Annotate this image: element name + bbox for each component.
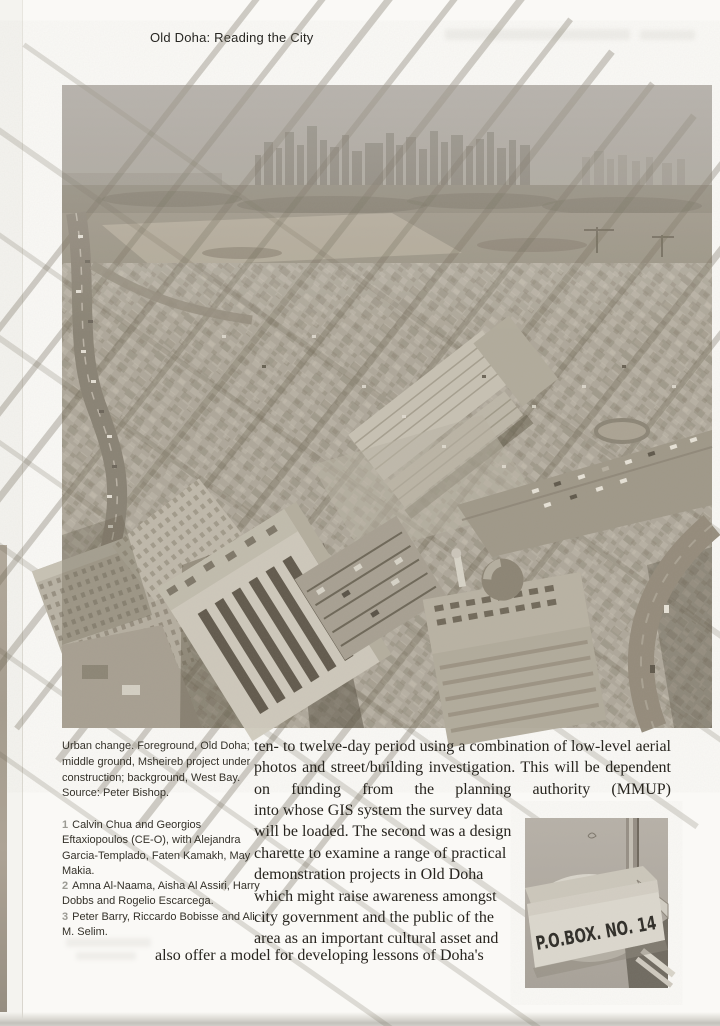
footnote-number: 2 bbox=[62, 880, 69, 893]
footnote-text: Peter Barry, Riccardo Bobisse and Ali M. Selim. bbox=[62, 910, 255, 939]
print-bleed-artifact bbox=[445, 29, 630, 40]
footnote-item bbox=[62, 910, 260, 941]
print-bleed-artifact bbox=[76, 952, 136, 960]
footnotes bbox=[62, 818, 260, 940]
previous-page-edge bbox=[0, 545, 7, 1012]
footnote-item bbox=[62, 818, 260, 879]
footnote-text: Calvin Chua and Georgios Eftaxiopoulos (CE-O), with Alejandra Garcia-Templado, Faten Kamakh, May Makia. bbox=[62, 819, 251, 877]
body-paragraph-2: into whose GIS system the survey data will be loaded. The second was a design charette to examine a range of practical demonstration projects in Old Doha which might raise awareness amongst city government and the public of the area as an important cultural asset and bbox=[254, 802, 512, 948]
footnote-number: 1 bbox=[62, 819, 69, 831]
footnote-number: 3 bbox=[62, 910, 69, 923]
page-gutter-line bbox=[22, 0, 23, 1026]
body-paragraph-1: ten- to twelve-day period using a combination of low-level aerial photos and street/building investigation. This will be dependent on funding from the planning authority (MMUP) bbox=[254, 738, 671, 798]
aerial-photo-old-doha bbox=[62, 85, 712, 728]
film-grain bbox=[62, 85, 712, 728]
footnote-item bbox=[62, 879, 260, 910]
print-bleed-artifact bbox=[640, 30, 695, 40]
page-bottom-edge bbox=[0, 1012, 720, 1026]
photo-caption: Urban change. Foreground, Old Doha; middle ground, Msheireb project under construction; background, West Bay. Source: Peter Bishop. bbox=[62, 740, 251, 800]
body-paragraph-3: also offer a model for developing lessons of Doha's bbox=[155, 947, 484, 964]
footnote-text: Amna Al-Naama, Aisha Al Assiri, Harry Dobbs and Rogelio Escarcega. bbox=[62, 880, 260, 908]
page-header: Old Doha: Reading the City bbox=[150, 30, 314, 45]
film-grain bbox=[525, 818, 668, 988]
pobox-photo bbox=[525, 818, 668, 988]
